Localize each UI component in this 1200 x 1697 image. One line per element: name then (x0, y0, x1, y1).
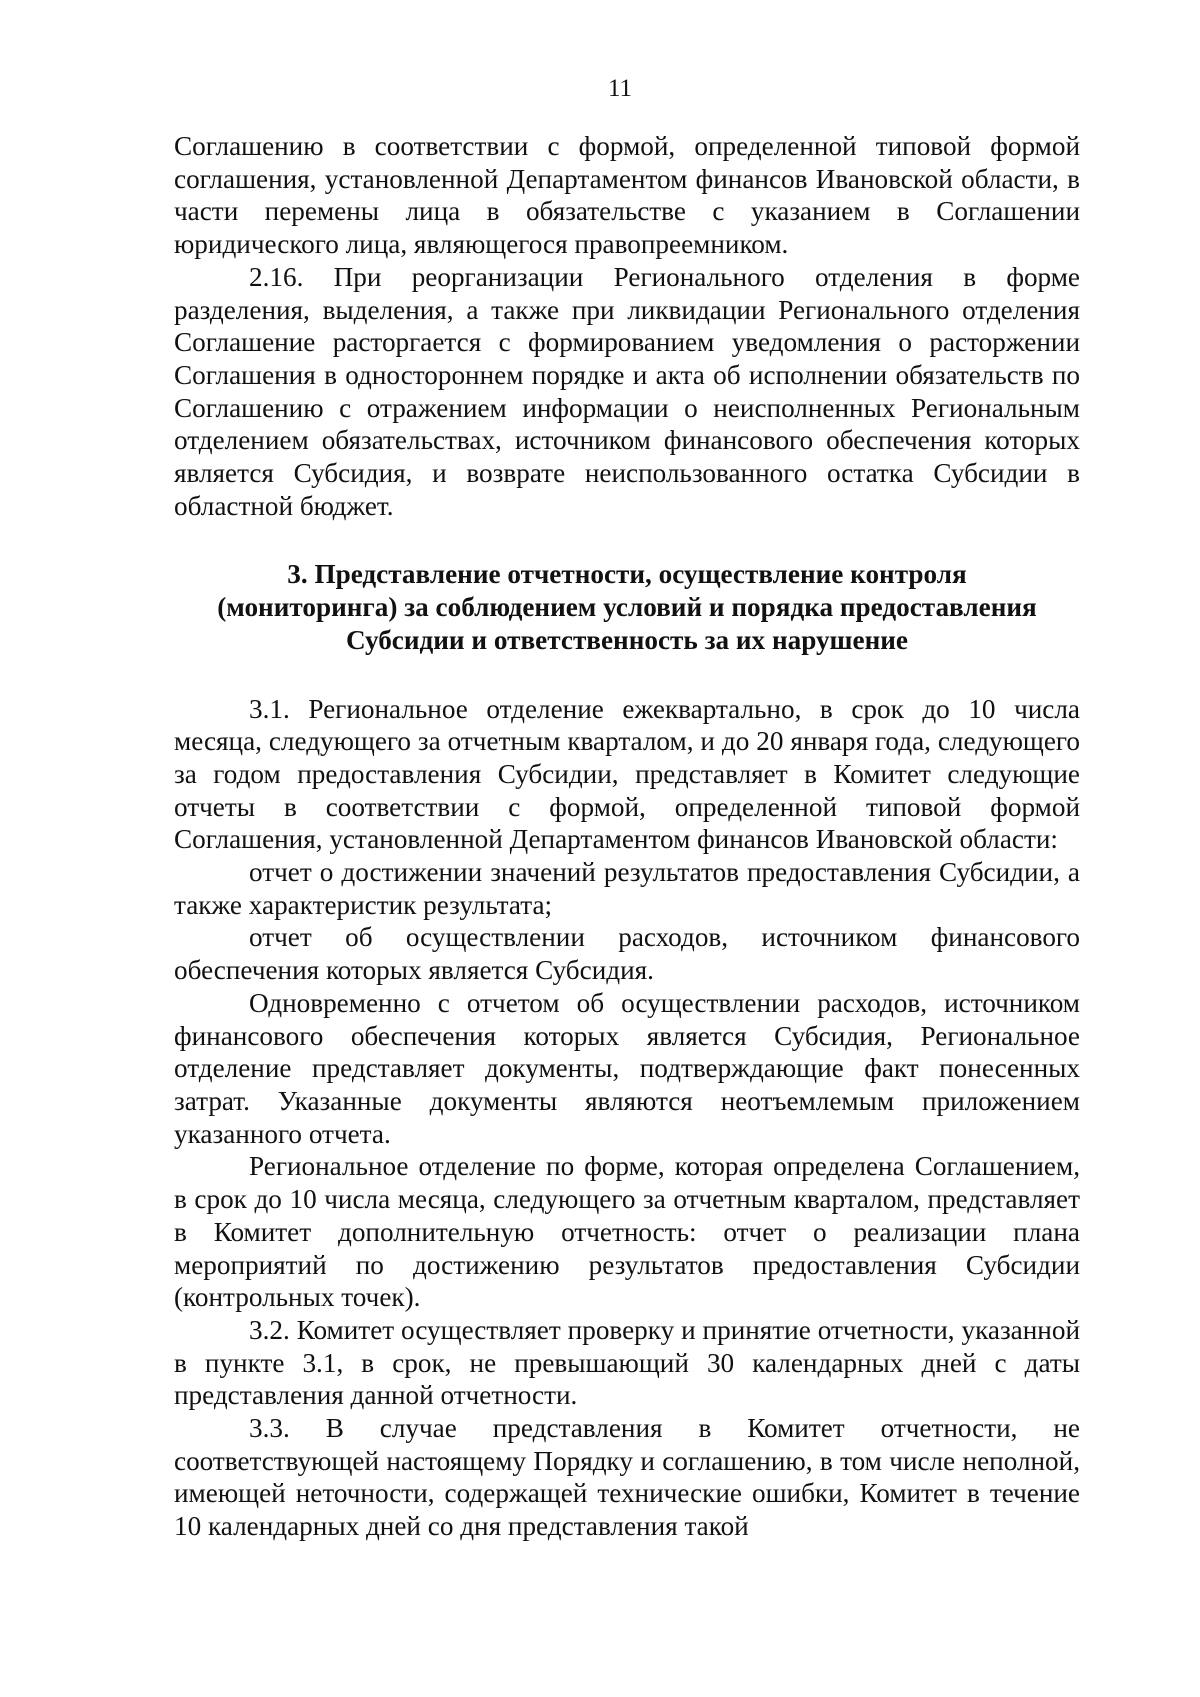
paragraph: 3.2. Комитет осуществляет проверку и принятие отчетности, указанной в пункте 3.1, в срок, не превышающий 30 календарных дней с даты представления данной отчетности. (174, 1314, 1080, 1411)
paragraph: 2.16. При реорганизации Регионального отделения в форме разделения, выделения, а также при ликвидации Регионального отделения Соглашение расторгается с формированием уведомления о расторжении Соглашения в одностороннем порядке и акта об исполнении обязательств по Соглашению с отражением информации о неисполненных Региональным отделением обязательствах, источником финансового обеспечения которых является Субсидия, и возврате неиспользованного остатка Субсидии в областной бюджет. (174, 261, 1080, 521)
paragraph: Региональное отделение по форме, которая определена Соглашением, в срок до 10 числа месяца, следующего за отчетным кварталом, представляет в Комитет дополнительную отчетность: отчет о реализации плана мероприятий по достижению результатов предоставления Субсидии (контрольных точек). (174, 1151, 1080, 1313)
section-heading: 3. Представление отчетности, осуществление контроля (мониторинга) за соблюдением условий и порядка предоставления Субсидии и ответственность за их нарушение (217, 559, 1037, 655)
paragraph: Соглашению в соответствии с формой, определенной типовой формой соглашения, установленной Департаментом финансов Ивановской области, в части перемены лица в обязательстве с указанием в Соглашении юридического лица, являющегося правопреемником. (174, 131, 1080, 260)
paragraphs-before-heading (174, 130, 1080, 522)
document-body (174, 130, 1080, 1543)
paragraph: отчет о достижении значений результатов предоставления Субсидии, а также характеристик результата; (174, 857, 1080, 920)
paragraph: отчет об осуществлении расходов, источником финансового обеспечения которых является Субсидия. (174, 922, 1080, 986)
paragraphs-after-heading (174, 693, 1080, 1543)
paragraph: Одновременно с отчетом об осуществлении расходов, источником финансового обеспечения которых является Субсидия, Региональное отделение представляет документы, подтверждающие факт понесенных затрат. Указанные документы являются неотъемлемым приложением указанного отчета. (174, 987, 1080, 1149)
paragraph: 3.1. Региональное отделение ежеквартально, в срок до 10 числа месяца, следующего за отчетным кварталом, и до 20 января года, следующего за годом предоставления Субсидии, представляет в Комитет следующие отчеты в соответствии с формой, определенной типовой формой Соглашения, установленной Департаментом финансов Ивановской области: (174, 693, 1080, 855)
page-number: 11 (607, 75, 633, 102)
paragraph: 3.3. В случае представления в Комитет отчетности, не соответствующей настоящему Порядку и соглашению, в том числе неполной, имеющей неточности, содержащей технические ошибки, Комитет в течение 10 календарных дней со дня представления такой (174, 1413, 1080, 1542)
